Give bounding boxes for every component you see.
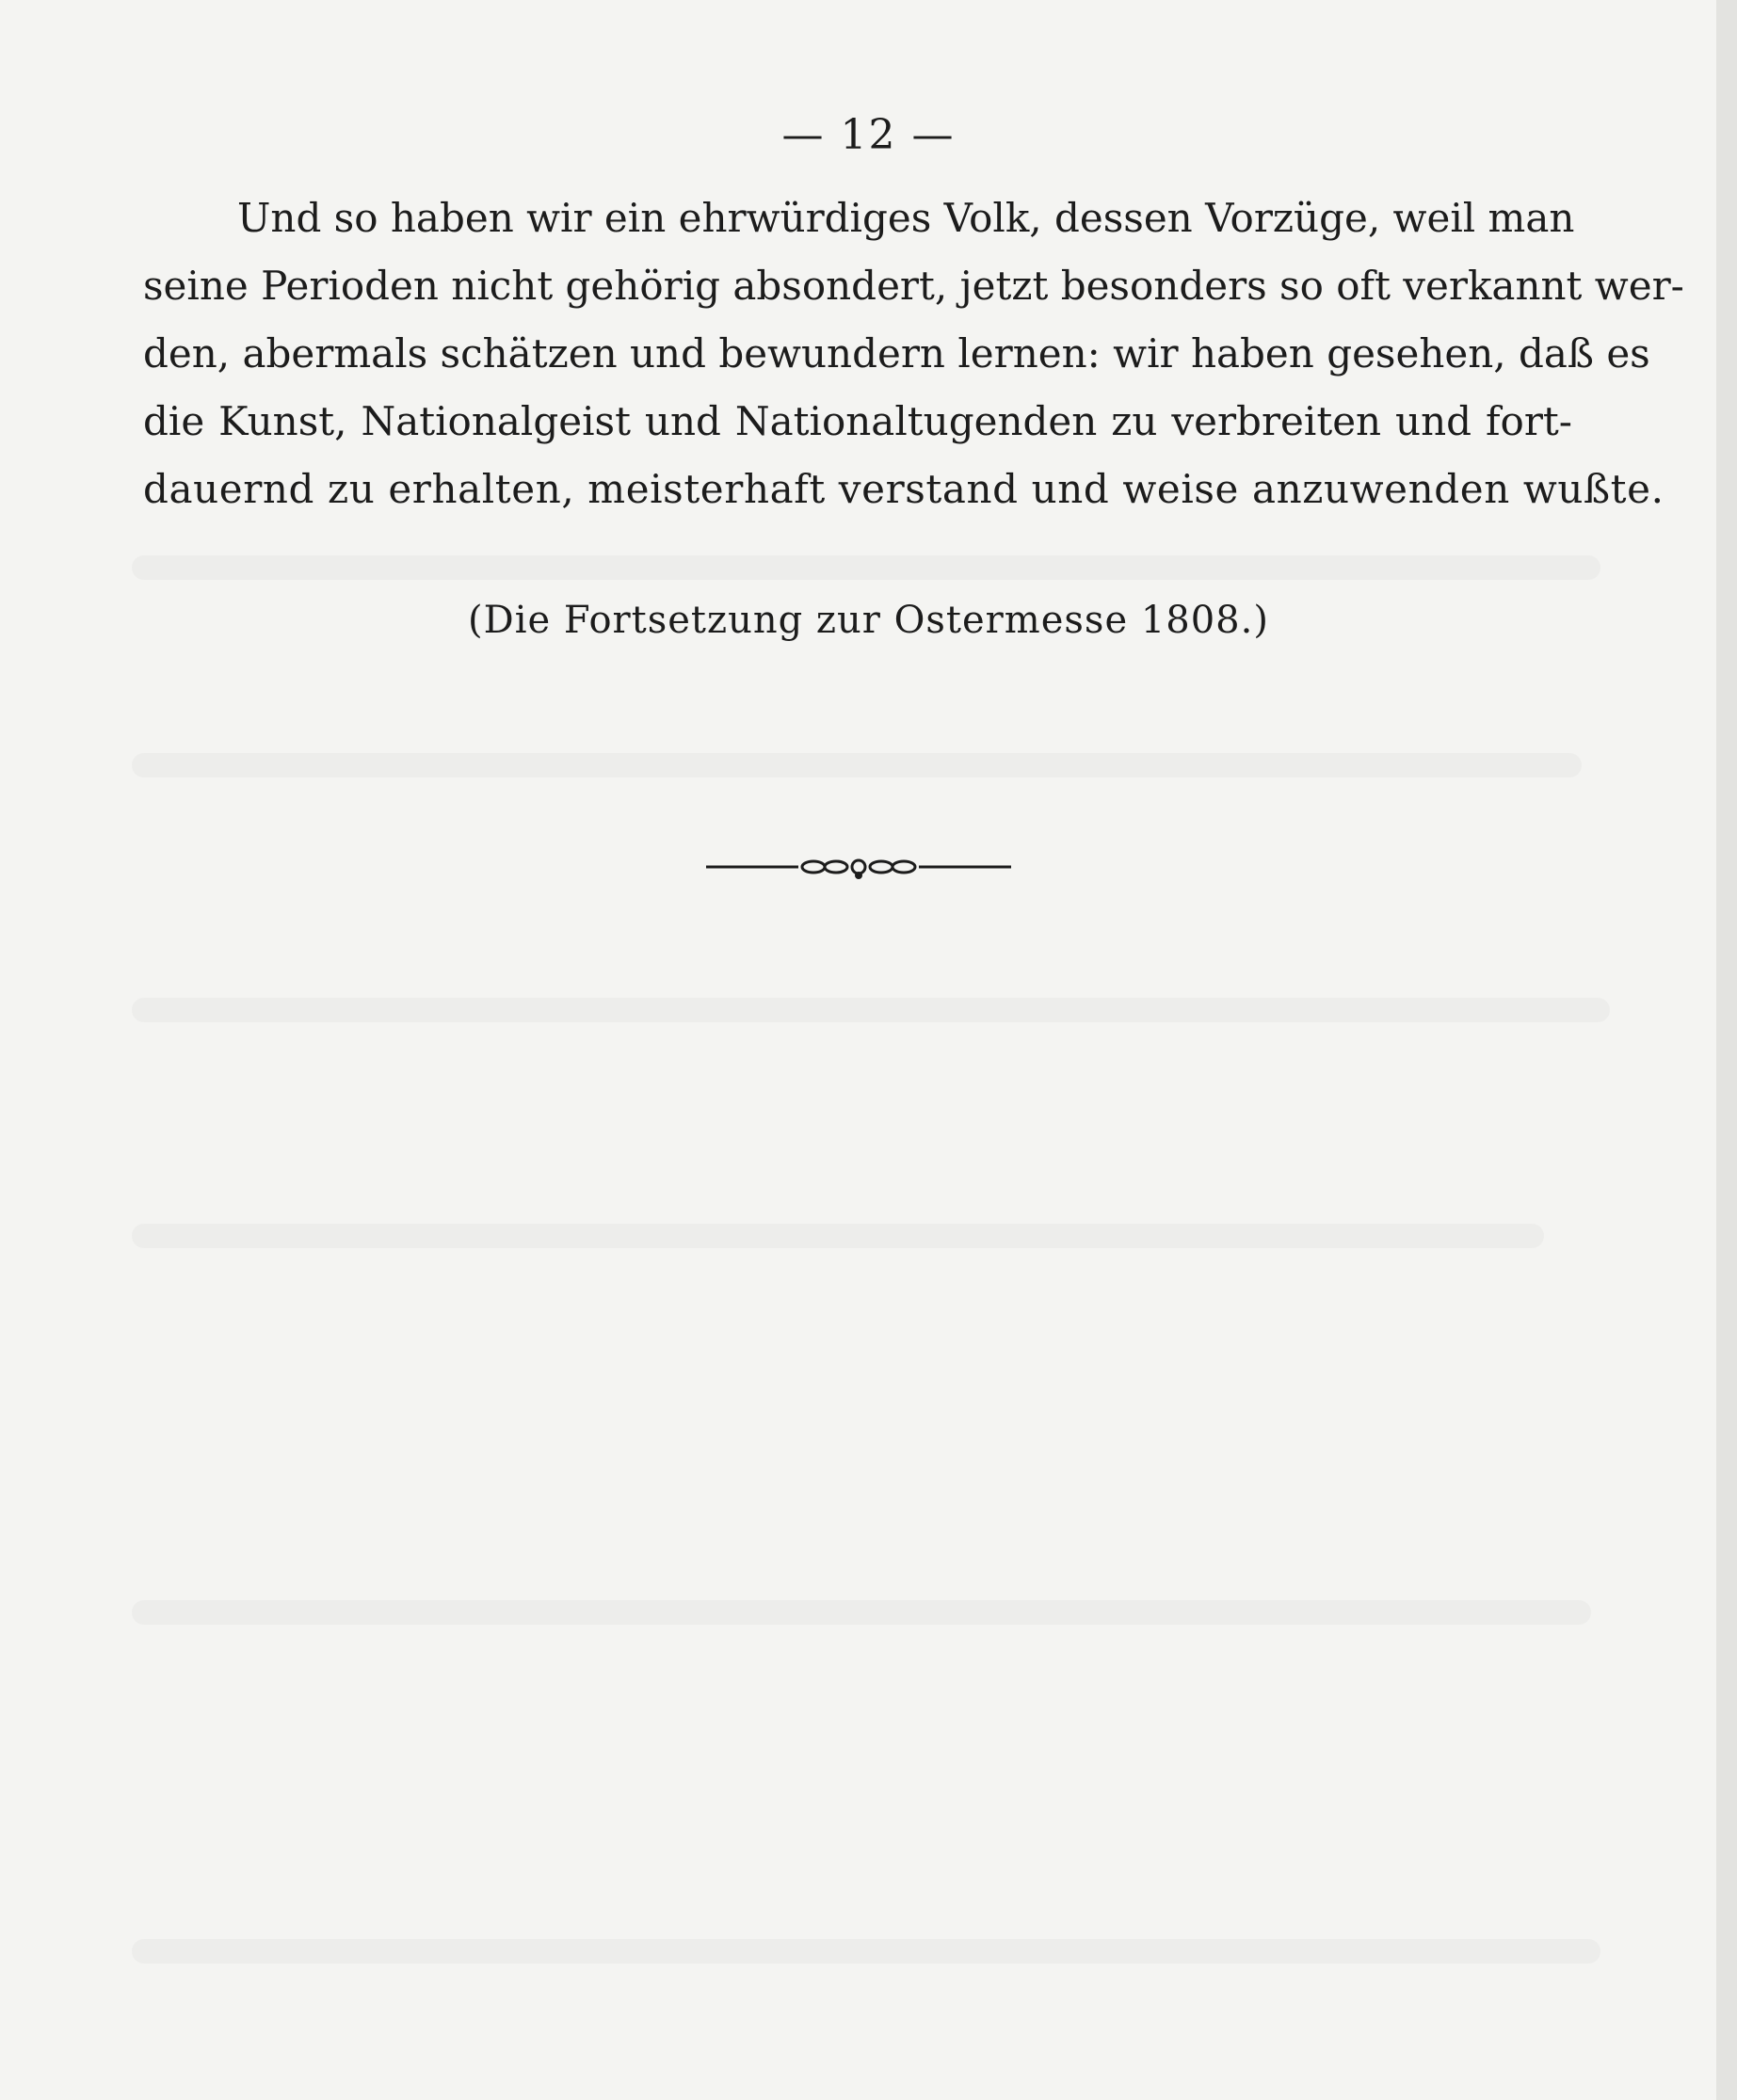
paragraph-line: Und so haben wir ein ehrwürdiges Volk, dessen Vorzüge, weil man bbox=[237, 195, 1575, 241]
page-number: — 12 — bbox=[781, 111, 956, 159]
show-through-shadow bbox=[132, 555, 1600, 580]
show-through-shadow bbox=[132, 1600, 1591, 1625]
paragraph-line: dauernd zu erhalten, meisterhaft verstand und weise anzuwenden wußte. bbox=[143, 466, 1665, 512]
show-through-shadow bbox=[132, 998, 1610, 1022]
paragraph-line: seine Perioden nicht gehörig absondert, jetzt besonders so oft verkannt wer- bbox=[143, 263, 1684, 309]
tailpiece-ornament-icon bbox=[704, 853, 1013, 881]
show-through-shadow bbox=[132, 753, 1582, 777]
paragraph-line: den, abermals schätzen und bewundern lernen: wir haben gesehen, daß es bbox=[143, 330, 1650, 377]
show-through-shadow bbox=[132, 1224, 1544, 1248]
continuation-note: (Die Fortsetzung zur Ostermesse 1808.) bbox=[468, 599, 1269, 642]
page-edge-shadow bbox=[1716, 0, 1737, 2100]
show-through-shadow bbox=[132, 1939, 1600, 1964]
paragraph-line: die Kunst, Nationalgeist und Nationaltugenden zu verbreiten und fort- bbox=[143, 398, 1572, 444]
